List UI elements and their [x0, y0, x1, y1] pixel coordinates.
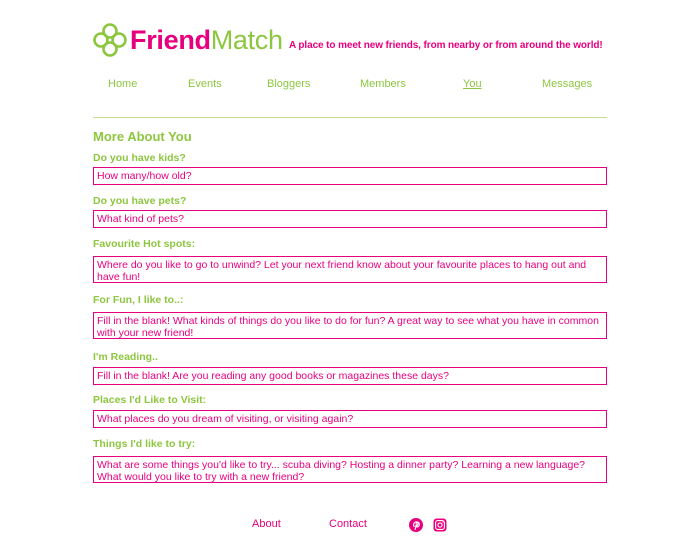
- nav-item-you[interactable]: You: [463, 78, 482, 90]
- places-to-visit-input[interactable]: What places do you dream of visiting, or visiting again?: [93, 410, 607, 428]
- things-to-try-input[interactable]: What are some things you'd like to try... scuba diving? Hosting a dinner party? Learning a new language? What would you like to try with a new friend?: [93, 456, 607, 483]
- kids-label: Do you have kids?: [93, 152, 186, 164]
- header-divider: [93, 117, 607, 118]
- site-logo[interactable]: [92, 22, 283, 58]
- site-header: [92, 22, 612, 62]
- places-to-visit-label: Places I'd Like to Visit:: [93, 394, 207, 406]
- reading-input[interactable]: Fill in the blank! Are you reading any good books or magazines these days?: [93, 367, 607, 385]
- nav-item-events[interactable]: Events: [188, 78, 222, 90]
- logo-text-match: Match: [210, 25, 283, 55]
- logo-text-friend: Friend: [130, 25, 211, 55]
- pinterest-icon[interactable]: [409, 518, 423, 532]
- things-to-try-label: Things I'd like to try:: [93, 438, 196, 450]
- pets-label: Do you have pets?: [93, 195, 187, 207]
- kids-input[interactable]: How many/how old?: [93, 167, 607, 185]
- for-fun-input[interactable]: Fill in the blank! What kinds of things do you like to do for fun? A great way to see what you have in common with your new friend!: [93, 312, 607, 339]
- main-nav: [93, 78, 607, 94]
- instagram-icon[interactable]: [433, 518, 447, 532]
- nav-item-members[interactable]: Members: [360, 78, 406, 90]
- logo-text: [130, 22, 283, 58]
- pets-input[interactable]: What kind of pets?: [93, 210, 607, 228]
- hot-spots-input[interactable]: Where do you like to go to unwind? Let your next friend know about your favourite places to hang out and have fun!: [93, 256, 607, 283]
- for-fun-label: For Fun, I like to..:: [93, 294, 184, 306]
- nav-item-bloggers[interactable]: Bloggers: [267, 78, 311, 90]
- site-tagline: A place to meet new friends, from nearby or from around the world!: [289, 40, 603, 51]
- section-title: More About You: [93, 129, 192, 144]
- footer-link-about[interactable]: About: [252, 518, 281, 530]
- clover-icon: [92, 22, 128, 58]
- nav-item-home[interactable]: Home: [108, 78, 138, 90]
- reading-label: I'm Reading..: [93, 351, 158, 363]
- footer-link-contact[interactable]: Contact: [329, 518, 367, 530]
- hot-spots-label: Favourite Hot spots:: [93, 238, 196, 250]
- nav-item-messages[interactable]: Messages: [542, 78, 593, 90]
